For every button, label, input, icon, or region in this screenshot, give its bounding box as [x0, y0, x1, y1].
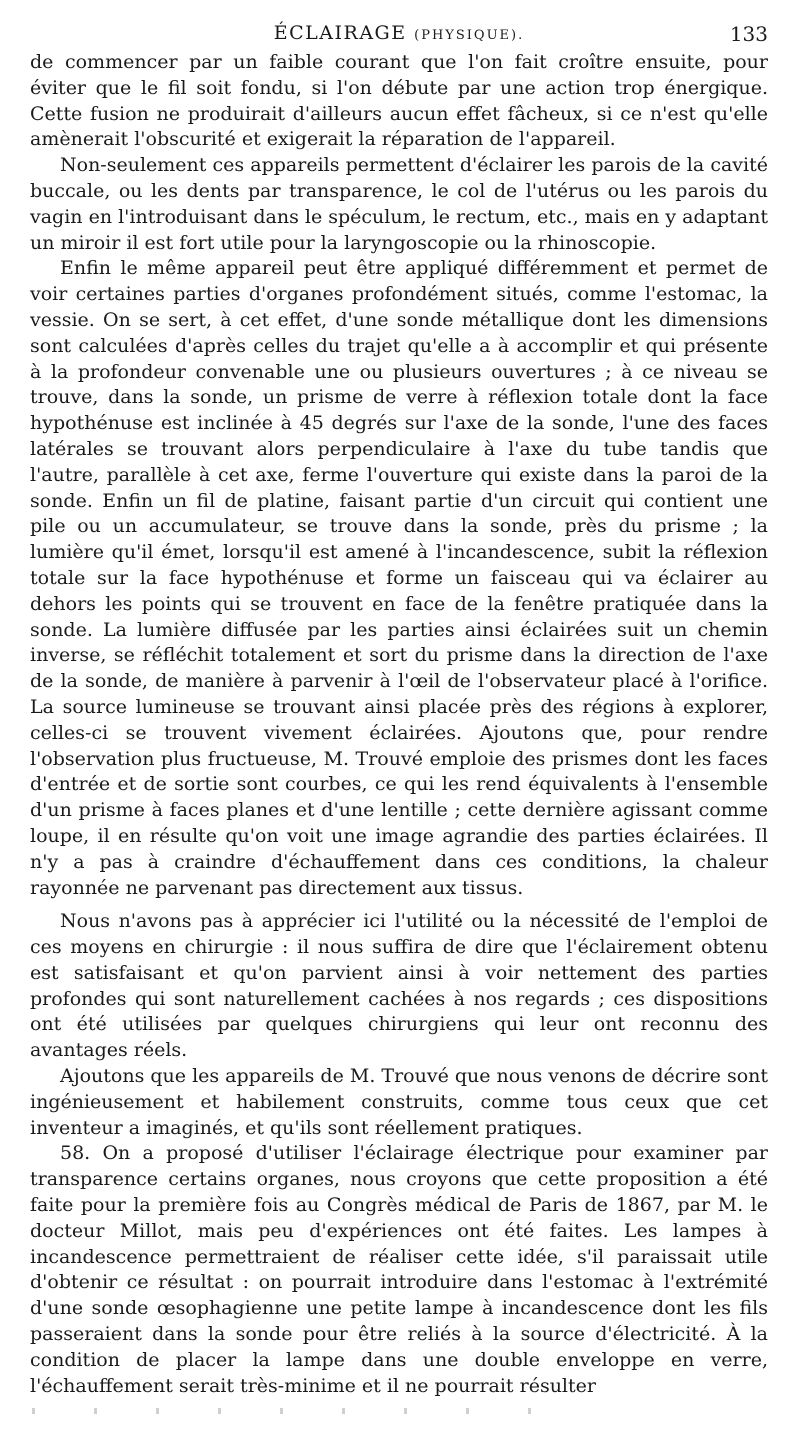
paragraph: 58. On a proposé d'utiliser l'éclairage électrique pour examiner par transparence certains organes, nous croyons que cette proposition a été faite pour la première fois au Congrès médical de Paris de 1867, par M. le docteur Millot, mais peu d'expériences ont été faites. Les lampes à incandescence permettraient de réaliser cette idée, s'il paraissait utile d'obtenir ce résultat : on pourrait introduire dans l'estomac à l'extrémité d'une sonde œsophagienne une petite lampe à incandescence dont les fils passeraient dans la sonde pour être reliés à la source d'électricité. À la condition de placer la lampe dans une double enveloppe en verre, l'échauffement serait très-minime et il ne pourrait résulter	[30, 1142, 768, 1397]
page-number: 133	[729, 22, 768, 46]
paragraph: Nous n'avons pas à apprécier ici l'utilité ou la nécessité de l'emploi de ces moyens en chirurgie : il nous suffira de dire que l'éclairement obtenu est satisfaisant et qu'on parvient ainsi à voir nettement des parties profondes qui sont naturellement cachées à nos regards ; ces dispositions ont été utilisées par quelques chirurgiens qui leur ont reconnu des avantages réels.	[30, 910, 768, 1062]
document-page	[30, 22, 768, 1399]
header-subtitle: (PHYSIQUE).	[414, 28, 525, 43]
running-header	[30, 22, 768, 50]
paragraph: Enfin le même appareil peut être appliqué différemment et permet de voir certaines parties d'organes profondément situés, comme l'estomac, la vessie. On se sert, à cet effet, d'une sonde métallique dont les dimensions sont calculées d'après celles du trajet qu'elle a à accomplir et qui présente à la profondeur convenable une ou plusieurs ouvertures ; à ce niveau se trouve, dans la sonde, un prisme de verre à réflexion totale dont la face hypothénuse est inclinée à 45 degrés sur l'axe de la sonde, l'une des faces latérales se trouvant alors perpendiculaire à l'axe du tube tandis que l'autre, parallèle à cet axe, ferme l'ouverture qui existe dans la paroi de la sonde. Enfin un fil de platine, faisant partie d'un circuit qui contient une pile ou un accumulateur, se trouve dans la sonde, près du prisme ; la lumière qu'il émet, lorsqu'il est amené à l'incandescence, subit la réflexion totale sur la face hypothénuse et forme un faisceau qui va éclairer au dehors les points qui se trouvent en face de la fenêtre pratiquée dans la sonde. La lumière diffusée par les parties ainsi éclairées suit un chemin inverse, se réfléchit totalement et sort du prisme dans la direction de l'axe de la sonde, de manière à parvenir à l'œil de l'observateur placé à l'orifice. La source lumineuse se trouvant ainsi placée près des régions à explorer, celles-ci se trouvent vivement éclairées. Ajoutons que, pour rendre l'observation plus fructueuse, M. Trouvé emploie des prismes dont les faces d'entrée et de sortie sont courbes, ce qui les rend équivalents à l'ensemble d'un prisme à faces planes et d'une lentille ; cette dernière agissant comme loupe, il en résulte qu'on voit une image agrandie des parties éclairées. Il n'y a pas à craindre d'échauffement dans ces conditions, la chaleur rayonnée ne parvenant pas directement aux tissus.	[30, 257, 768, 899]
header-title: ÉCLAIRAGE	[273, 22, 407, 44]
paragraph: Ajoutons que les appareils de M. Trouvé que nous venons de décrire sont ingénieusement et habilement construits, comme tous ceux que cet inventeur a imaginés, et qu'ils sont réellement pratiques.	[30, 1065, 769, 1139]
body-text	[30, 50, 768, 1399]
paragraph: de commencer par un faible courant que l'on fait croître ensuite, pour éviter que le fil soit fondu, si l'on débute par une action trop énergique. Cette fusion ne produirait d'ailleurs aucun effet fâcheux, si ce n'est qu'elle amènerait l'obscurité et exigerait la réparation de l'appareil.	[30, 51, 768, 151]
running-title	[30, 22, 768, 44]
paragraph: Non-seulement ces appareils permettent d'éclairer les parois de la cavité buccale, ou les dents par transparence, le col de l'utérus ou les parois du vagin en l'introduisant dans le spéculum, le rectum, etc., mais en y adaptant un miroir il est fort utile pour la laryngoscopie ou la rhinoscopie.	[30, 154, 768, 254]
footer-print-marks	[32, 1408, 552, 1414]
